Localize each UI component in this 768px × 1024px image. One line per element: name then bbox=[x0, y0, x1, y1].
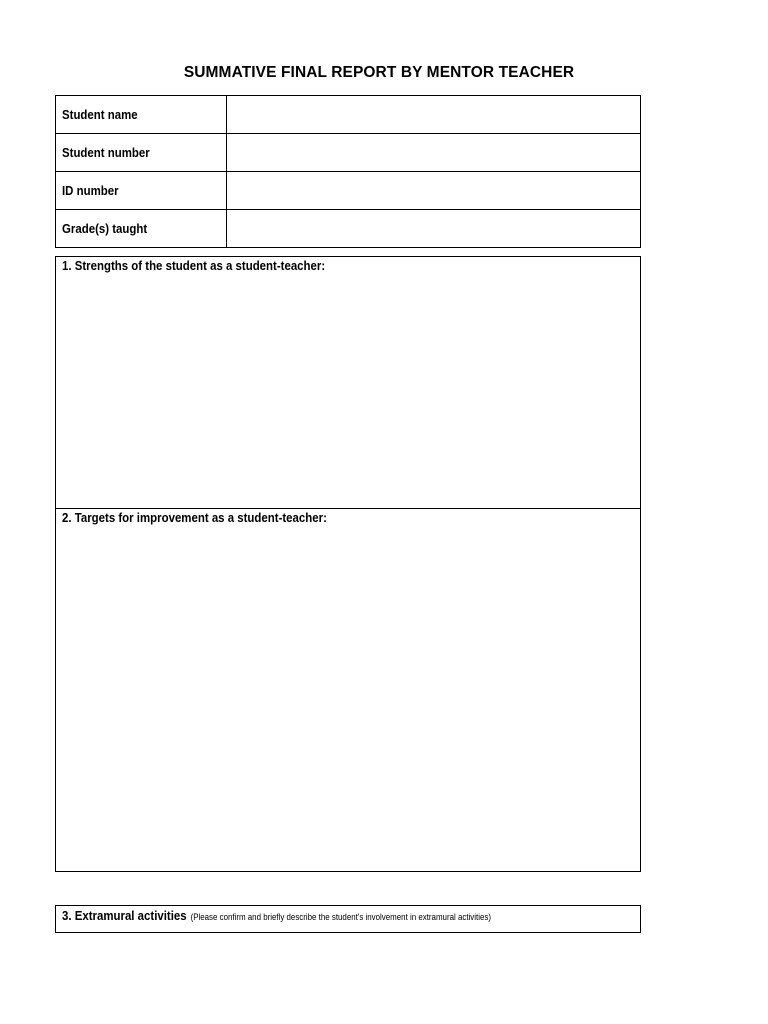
extramural-section[interactable] bbox=[55, 905, 641, 933]
id-number-row bbox=[56, 172, 641, 210]
grades-taught-label: Grade(s) taught bbox=[56, 210, 227, 248]
grades-taught-row bbox=[56, 210, 641, 248]
student-name-row bbox=[56, 96, 641, 134]
student-info-table bbox=[55, 95, 641, 248]
targets-section[interactable] bbox=[56, 509, 640, 871]
id-number-label: ID number bbox=[56, 172, 227, 210]
extramural-heading: 3. Extramural activities bbox=[62, 908, 187, 923]
extramural-note: (Please confirm and briefly describe the student's involvement in extramural activities) bbox=[190, 912, 491, 922]
student-name-field[interactable] bbox=[227, 96, 641, 134]
student-name-label: Student name bbox=[56, 96, 227, 134]
student-number-field[interactable] bbox=[227, 134, 641, 172]
extramural-line bbox=[62, 907, 491, 925]
strengths-heading: 1. Strengths of the student as a student-teacher: bbox=[62, 258, 326, 273]
student-number-label: Student number bbox=[56, 134, 227, 172]
strengths-section[interactable] bbox=[56, 257, 640, 509]
grades-taught-field[interactable] bbox=[227, 210, 641, 248]
assessment-sections bbox=[55, 256, 641, 872]
student-number-row bbox=[56, 134, 641, 172]
targets-heading: 2. Targets for improvement as a student-teacher: bbox=[62, 510, 327, 525]
id-number-field[interactable] bbox=[227, 172, 641, 210]
page-title: SUMMATIVE FINAL REPORT BY MENTOR TEACHER bbox=[183, 64, 575, 81]
